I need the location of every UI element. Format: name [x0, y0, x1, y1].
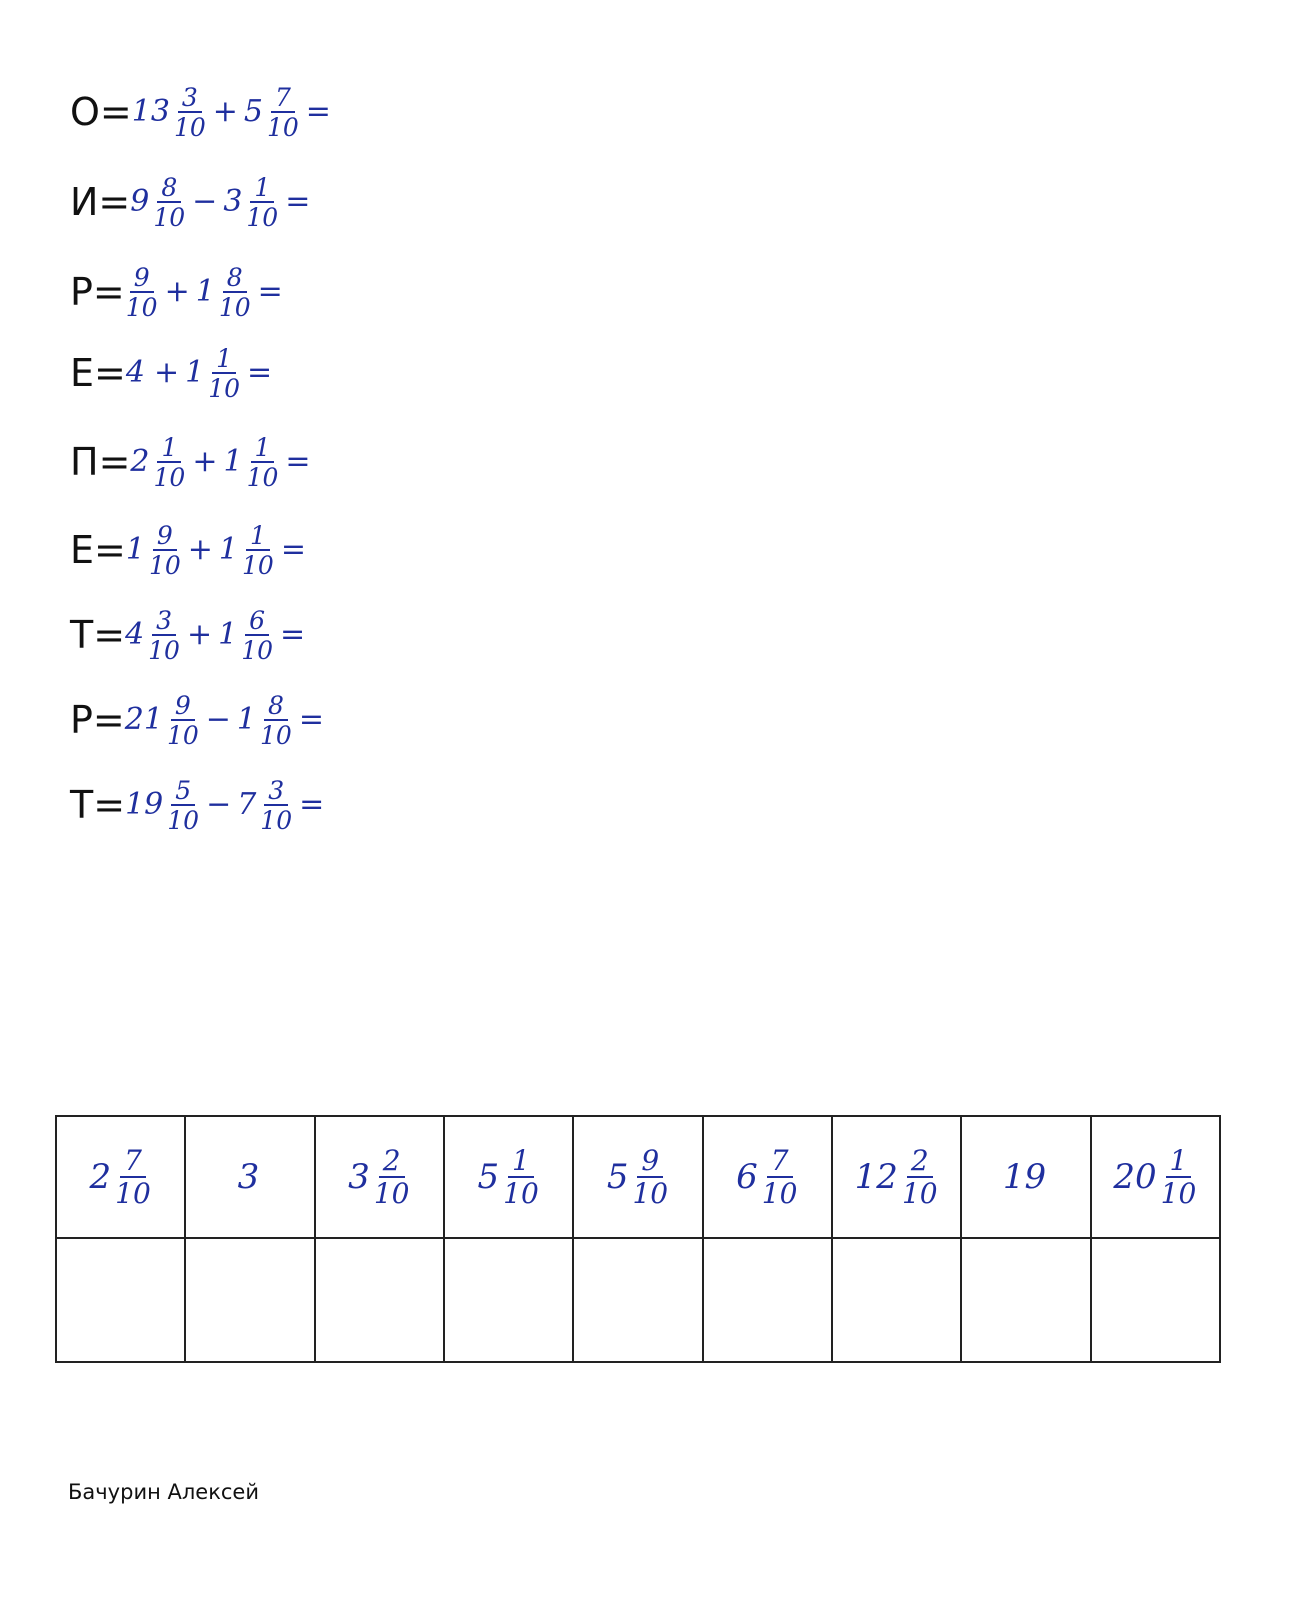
fraction: [125, 262, 158, 322]
fraction: [153, 432, 186, 492]
denominator: 10: [208, 373, 240, 403]
fraction: [167, 775, 200, 835]
denominator: 10: [632, 1176, 669, 1210]
equation-row: [70, 82, 337, 142]
denominator: 10: [166, 720, 199, 750]
equation-expression: [130, 432, 316, 492]
fraction: [166, 690, 199, 750]
equation-row: [70, 520, 312, 580]
equals-sign: =: [280, 532, 306, 567]
whole-number: 1: [223, 444, 243, 479]
denominator: 10: [115, 1176, 151, 1210]
numerator: 1: [1166, 1147, 1192, 1178]
equation-expression: [125, 520, 312, 580]
denominator: 10: [260, 720, 292, 750]
letter-cell[interactable]: [185, 1238, 314, 1362]
whole-number: 6: [736, 1157, 758, 1197]
numerator: 1: [508, 1147, 534, 1178]
whole-number: 5: [243, 94, 263, 129]
denominator: 10: [503, 1176, 539, 1210]
fraction: [153, 172, 186, 232]
equals-sign: =: [298, 702, 324, 737]
whole-number: 5: [477, 1157, 500, 1197]
denominator: 10: [761, 1176, 798, 1210]
equation-letter: Е=: [70, 528, 126, 572]
fraction: [260, 690, 292, 750]
equation-expression: [124, 690, 330, 750]
whole-number: 19: [1002, 1157, 1047, 1197]
equation-letter: Т=: [70, 783, 126, 827]
whole-number: 20: [1113, 1157, 1157, 1197]
operator: −: [206, 787, 232, 822]
denominator: 10: [125, 292, 158, 322]
operator: −: [205, 702, 231, 737]
whole-number: 13: [131, 94, 170, 129]
fraction: [241, 605, 274, 665]
answer-table: [55, 1115, 1221, 1363]
whole-number: 2: [130, 444, 150, 479]
fraction: [148, 520, 181, 580]
whole-number: 1: [236, 702, 256, 737]
whole-number: 3: [237, 1157, 260, 1197]
equation-expression: [125, 343, 278, 403]
equals-sign: =: [299, 787, 325, 822]
fraction: [115, 1143, 151, 1210]
fraction: [246, 432, 279, 492]
equation-row: [70, 172, 316, 232]
equals-sign: =: [257, 274, 283, 309]
numerator: 8: [157, 175, 181, 203]
equation-letter: П=: [70, 440, 131, 484]
equals-sign: =: [305, 94, 331, 129]
fraction: [632, 1143, 669, 1210]
whole-number: 7: [237, 787, 257, 822]
equation-letter: Р=: [70, 698, 125, 742]
whole-number: 1: [218, 617, 238, 652]
denominator: 10: [260, 805, 293, 835]
equation-letter: Р=: [70, 270, 125, 314]
whole-number: 19: [125, 787, 164, 822]
operator: +: [164, 274, 190, 309]
operator: +: [212, 94, 238, 129]
numerator: 6: [245, 608, 269, 636]
equation-row: [70, 432, 317, 492]
numerator: 8: [223, 265, 247, 293]
answer-cell: [444, 1116, 573, 1238]
equals-sign: =: [285, 444, 311, 479]
numerator: 1: [251, 435, 275, 463]
equation-expression: [130, 172, 316, 232]
letter-cell[interactable]: [703, 1238, 832, 1362]
denominator: 10: [218, 292, 251, 322]
operator: +: [186, 617, 213, 652]
whole-number: 4: [125, 617, 145, 652]
fraction: [266, 82, 299, 142]
fraction: [1160, 1143, 1197, 1210]
fraction: [218, 262, 251, 322]
operator: −: [192, 184, 218, 219]
equals-sign: =: [280, 617, 306, 652]
denominator: 10: [246, 462, 279, 492]
numerator: 9: [153, 523, 177, 551]
numerator: 7: [271, 85, 295, 113]
equals-sign: =: [285, 184, 311, 219]
denominator: 10: [167, 805, 200, 835]
fraction: [173, 82, 206, 142]
denominator: 10: [901, 1176, 938, 1210]
whole-number: 3: [348, 1157, 370, 1197]
numerator: 3: [152, 608, 176, 636]
answer-cell: [961, 1116, 1090, 1238]
numerator: 1: [250, 175, 274, 203]
numerator: 1: [246, 523, 270, 551]
whole-number: 1: [218, 532, 238, 567]
letter-cell[interactable]: [56, 1238, 185, 1362]
whole-number: 1: [125, 532, 145, 567]
denominator: 10: [153, 202, 186, 232]
whole-number: 9: [130, 184, 150, 219]
numerator: 1: [157, 435, 181, 463]
numerator: 2: [379, 1147, 405, 1178]
answer-cell: [832, 1116, 961, 1238]
answer-cell: [1091, 1116, 1220, 1238]
equation-expression: [125, 775, 330, 835]
numerator: 3: [178, 85, 202, 113]
numerator: 9: [130, 265, 154, 293]
fraction: [148, 605, 180, 665]
whole-number: 4: [125, 355, 145, 390]
equation-letter: И=: [70, 180, 131, 224]
operator: +: [187, 532, 213, 567]
denominator: 10: [373, 1176, 410, 1210]
equation-row: [70, 262, 289, 322]
equation-letter: Е=: [70, 351, 126, 395]
letter-entry-row: [56, 1238, 1220, 1362]
whole-number: 1: [185, 355, 205, 390]
student-name: Бачурин Алексей: [68, 1480, 259, 1504]
letter-cell[interactable]: [961, 1238, 1090, 1362]
equation-row: [70, 343, 278, 403]
equation-row: [70, 775, 330, 835]
letter-cell[interactable]: [832, 1238, 961, 1362]
letter-cell[interactable]: [315, 1238, 444, 1362]
numerator: 9: [637, 1147, 663, 1178]
denominator: 10: [148, 635, 180, 665]
numerator: 7: [120, 1147, 146, 1178]
answer-cell: [315, 1116, 444, 1238]
equation-expression: [125, 605, 311, 665]
denominator: 10: [173, 112, 206, 142]
letter-cell[interactable]: [444, 1238, 573, 1362]
fraction: [761, 1143, 798, 1210]
denominator: 10: [148, 550, 181, 580]
fraction: [373, 1143, 410, 1210]
fraction: [503, 1143, 539, 1210]
answer-cell: [573, 1116, 702, 1238]
numerator: 5: [171, 778, 195, 806]
denominator: 10: [241, 635, 274, 665]
numerator: 8: [264, 693, 288, 721]
denominator: 10: [242, 550, 274, 580]
numerator: 2: [907, 1147, 933, 1178]
whole-number: 21: [124, 702, 163, 737]
equation-expression: [131, 82, 337, 142]
fraction: [260, 775, 293, 835]
fraction: [242, 520, 274, 580]
denominator: 10: [1160, 1176, 1197, 1210]
whole-number: 12: [854, 1157, 898, 1197]
answer-cell: [56, 1116, 185, 1238]
answer-cell: [185, 1116, 314, 1238]
whole-number: 5: [606, 1157, 629, 1197]
whole-number: 1: [195, 274, 215, 309]
whole-number: 3: [223, 184, 243, 219]
equation-letter: Т=: [70, 613, 126, 657]
answer-values-row: [56, 1116, 1220, 1238]
letter-cell[interactable]: [1091, 1238, 1220, 1362]
equation-letter: О=: [70, 90, 132, 134]
denominator: 10: [246, 202, 279, 232]
fraction: [208, 343, 240, 403]
numerator: 3: [264, 778, 288, 806]
whole-number: 2: [89, 1157, 112, 1197]
operator: +: [192, 444, 218, 479]
numerator: 1: [212, 346, 236, 374]
denominator: 10: [266, 112, 299, 142]
denominator: 10: [153, 462, 186, 492]
equation-row: [70, 690, 330, 750]
fraction: [246, 172, 279, 232]
equation-expression: [125, 262, 289, 322]
numerator: 9: [171, 693, 195, 721]
fraction: [901, 1143, 938, 1210]
equation-row: [70, 605, 311, 665]
numerator: 7: [767, 1147, 793, 1178]
answer-cell: [703, 1116, 832, 1238]
operator: +: [153, 355, 180, 390]
letter-cell[interactable]: [573, 1238, 702, 1362]
equals-sign: =: [247, 355, 273, 390]
